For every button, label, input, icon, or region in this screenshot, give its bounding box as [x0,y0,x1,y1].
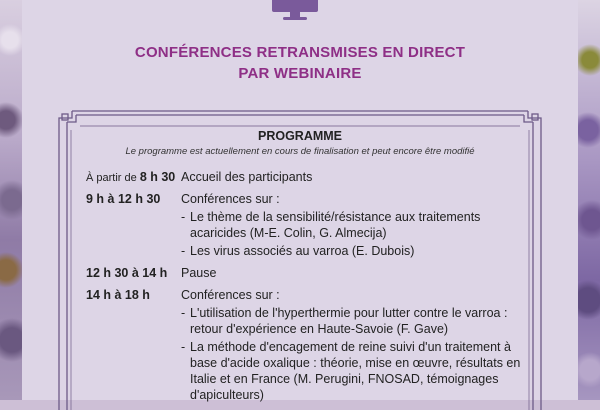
list-item: - La méthode d'encagement de reine suivi d'un traitement à base d'acide oxalique : théorie, mise en œuvre, résultats en Italie et en France (M. Perugini, FNOSAD, témoignages d'apiculteurs) [181,339,521,403]
list-item: - Le thème de la sensibilité/résistance aux traitements acaricides (M-E. Colin, G. Almecija) [181,209,521,241]
list-item: - Les virus associés au varroa (E. Dubois) [181,243,521,259]
row-time: 9 h à 12 h 30 [86,192,161,206]
lavender-photo-left [0,0,22,400]
webinar-headline [22,42,578,84]
row-description: Pause [181,266,217,280]
row-time: À partir de 8 h 30 [86,170,176,184]
headline-line-2: PAR WEBINAIRE [238,65,362,82]
headline-line-1: CONFÉRENCES RETRANSMISES EN DIRECT [134,44,466,61]
row-time: 14 h à 18 h [86,288,150,302]
row-intro: Conférences sur : [181,288,280,302]
row-intro: Conférences sur : [181,192,280,206]
row-description: Accueil des participants [181,170,313,184]
lavender-photo-right [578,0,600,400]
row-description [181,191,521,259]
row-time: 12 h 30 à 14 h [86,266,168,280]
program-subtitle: Le programme est actuellement en cours de finalisation et peut encore être modifié [125,146,475,157]
monitor-icon [268,0,322,22]
row-description [181,287,521,403]
program-title: PROGRAMME [257,129,343,143]
list-item: - L'utilisation de l'hyperthermie pour lutter contre le varroa : retour d'expérience en Haute-Savoie (F. Gave) [181,305,521,337]
